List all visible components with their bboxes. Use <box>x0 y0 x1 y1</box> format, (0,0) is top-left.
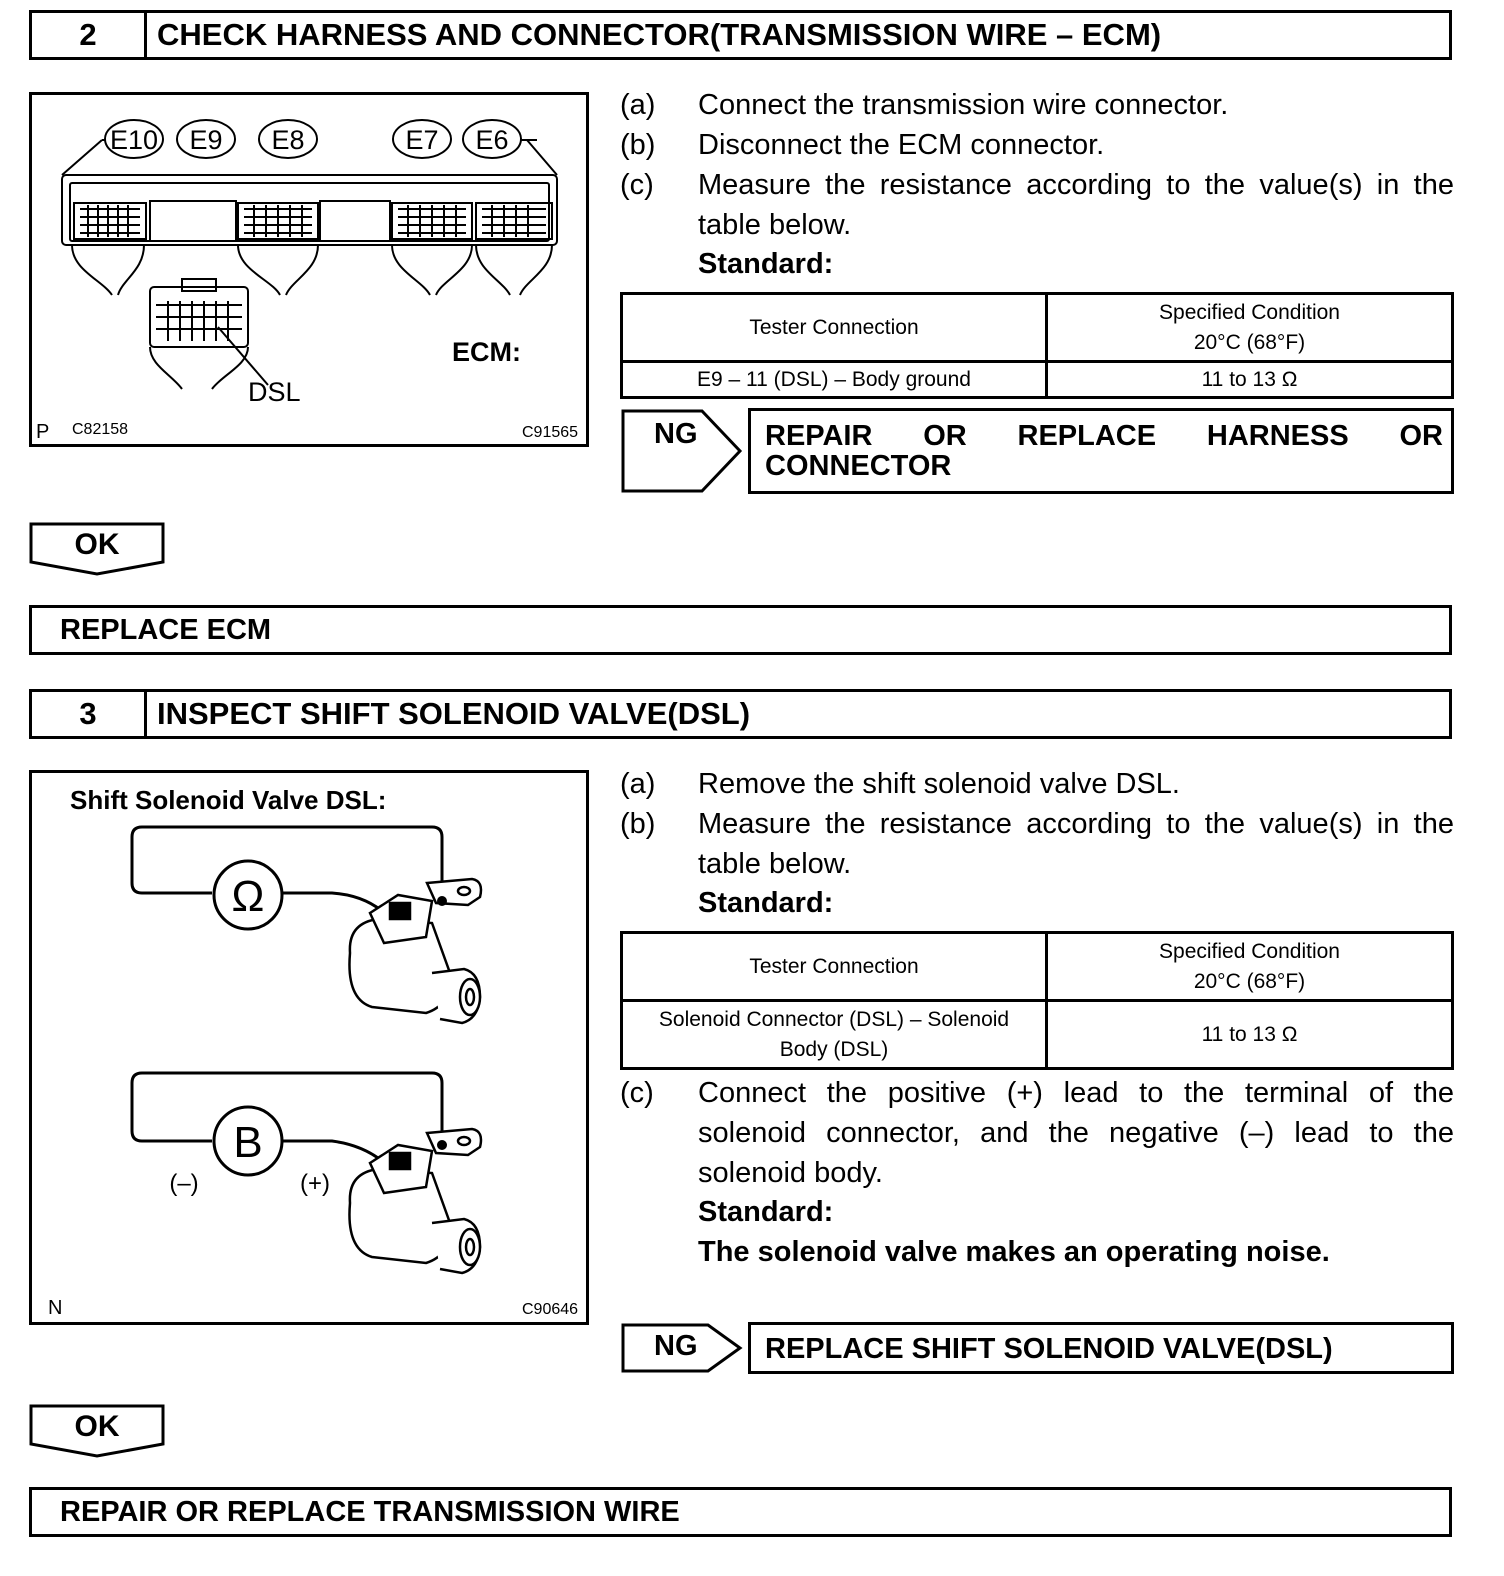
figure-code-right: C90646 <box>522 1301 579 1318</box>
figure-title: Shift Solenoid Valve DSL: <box>70 785 387 815</box>
figure-corner-letter: N <box>48 1297 63 1319</box>
figure-code-left: C82158 <box>72 421 129 438</box>
step2-ng-label: NG <box>654 418 698 450</box>
table-header-condition: Specified Condition 20°C (68°F) <box>1047 294 1453 362</box>
step2-standard-label: Standard: <box>698 248 834 280</box>
step3-standard-text: The solenoid valve makes an operating noise. <box>698 1236 1330 1268</box>
figure-code-right: C91565 <box>522 424 579 441</box>
table-header-condition: Specified Condition 20°C (68°F) <box>1047 933 1453 1001</box>
step3-ng-action: REPLACE SHIFT SOLENOID VALVE(DSL) <box>748 1322 1454 1374</box>
dsl-label: DSL <box>248 377 301 407</box>
connector-e10-label: E10 <box>109 125 159 155</box>
table-row: Solenoid Connector (DSL) – Solenoid Body (DSL) 11 to 13 Ω <box>622 1001 1453 1069</box>
ecm-label: ECM: <box>452 337 521 367</box>
step3-ng-label: NG <box>654 1330 698 1362</box>
step3-ok-action: REPAIR OR REPLACE TRANSMISSION WIRE <box>29 1487 1452 1537</box>
ecm-connector-drawing <box>32 95 586 444</box>
connector-e9-label: E9 <box>189 125 223 155</box>
step-number: 2 <box>32 13 147 57</box>
step3-standard-label: Standard: <box>698 887 834 919</box>
battery-symbol: B <box>233 1118 263 1167</box>
connector-e8-label: E8 <box>271 125 305 155</box>
step-2-header <box>29 10 1452 60</box>
step-3-header <box>29 689 1452 739</box>
step3-spec-table <box>620 931 1454 1070</box>
connector-e6-label: E6 <box>475 125 509 155</box>
step-title: CHECK HARNESS AND CONNECTOR(TRANSMISSION WIRE – ECM) <box>157 17 1162 52</box>
table-row: E9 – 11 (DSL) – Body ground 11 to 13 Ω <box>622 362 1453 398</box>
step3-instruction-a: (a) Remove the shift solenoid valve DSL. <box>620 768 1180 800</box>
solenoid-drawing <box>32 773 586 1322</box>
step2-ok-label: OK <box>74 528 120 561</box>
negative-label: (–) <box>169 1170 199 1197</box>
step2-instruction-a: (a) Connect the transmission wire connector. <box>620 89 1229 121</box>
step3-instruction-b: (b) Measure the resistance according to the value(s) in the table below. <box>620 808 1454 880</box>
ohm-symbol: Ω <box>231 872 265 921</box>
positive-label: (+) <box>300 1170 330 1197</box>
table-header-connection: Tester Connection <box>622 933 1047 1001</box>
step2-ng-action: REPAIR OR REPLACE HARNESS OR CONNECTOR <box>748 408 1454 494</box>
ecm-connector-figure <box>29 92 589 447</box>
step2-ok-arrow <box>29 522 165 576</box>
table-header-connection: Tester Connection <box>622 294 1047 362</box>
solenoid-valve-figure <box>29 770 589 1325</box>
step3-ok-arrow <box>29 1404 165 1458</box>
step2-ok-action: REPLACE ECM <box>29 605 1452 655</box>
step-title: INSPECT SHIFT SOLENOID VALVE(DSL) <box>157 696 751 731</box>
step-number: 3 <box>32 692 147 736</box>
step3-instruction-c: (c) Connect the positive (+) lead to the terminal of the solenoid connector, and the negative (–) lead to the solenoid body. <box>620 1077 1454 1189</box>
step2-instruction-b: (b) Disconnect the ECM connector. <box>620 129 1105 161</box>
connector-e7-label: E7 <box>405 125 439 155</box>
step2-spec-table <box>620 292 1454 399</box>
step3-ok-label: OK <box>74 1410 120 1443</box>
figure-corner-letter: P <box>36 421 50 443</box>
step2-instruction-c: (c) Measure the resistance according to the value(s) in the table below. <box>620 169 1454 241</box>
step3-standard-label-c: Standard: <box>698 1196 834 1228</box>
